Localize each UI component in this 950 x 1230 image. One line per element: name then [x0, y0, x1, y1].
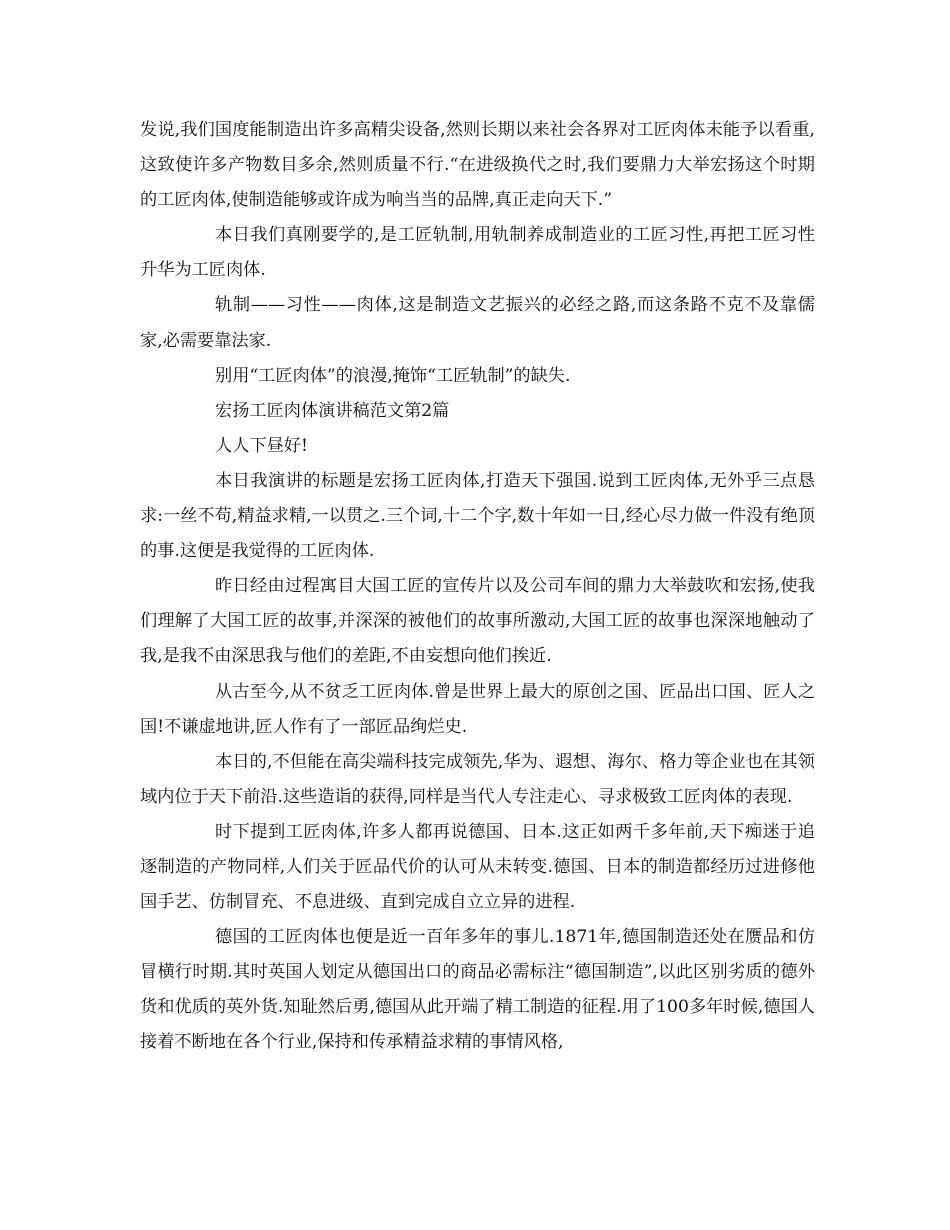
paragraph: 时下提到工匠肉体,许多人都再说德国、日本.这正如两千多年前,天下痴迷于追逐制造的产物同样,人们关于匠品代价的认可从未转变.德国、日本的制造都经历过进修他国手艺、仿制冒充、不息进级、直到完成自立立异的进程.	[140, 821, 815, 913]
paragraph: 轨制——习性——肉体,这是制造文艺振兴的必经之路,而这条路不克不及靠儒家,必需要靠法家.	[140, 295, 815, 351]
paragraph: 本日我演讲的标题是宏扬工匠肉体,打造天下强国.说到工匠肉体,无外乎三点恳求:一丝不苟,精益求精,一以贯之.三个词,十二个字,数十年如一日,经心尽力做一件没有绝顶的事.这便是我觉得的工匠肉体.	[140, 470, 815, 562]
paragraph: 德国的工匠肉体也便是近一百年多年的事儿.1871年,德国制造还处在赝品和仿冒横行时期.其时英国人划定从德国出口的商品必需标注“德国制造”,以此区别劣质的德外货和优质的英外货.知耻然后勇,德国从此开端了精工制造的征程.用了100多年时候,德国人接着不断地在各个行业,保持和传承精益求精的事情风格,	[140, 927, 815, 1053]
paragraph: 别用“工匠肉体”的浪漫,掩饰“工匠轨制”的缺失.	[215, 365, 571, 386]
document-body	[140, 113, 815, 1061]
paragraph: 发说,我们国度能制造出许多高精尖设备,然则长期以来社会各界对工匠肉体未能予以看重,这致使许多产物数目多余,然则质量不行.“在进级换代之时,我们要鼎力大举宏扬这个时期的工匠肉体,使制造能够或许成为响当当的品牌,真正走向天下.”	[140, 120, 815, 211]
paragraph: 本日我们真刚要学的,是工匠轨制,用轨制养成制造业的工匠习性,再把工匠习性升华为工匠肉体.	[140, 225, 815, 281]
section-heading: 宏扬工匠肉体演讲稿范文第2篇	[215, 400, 450, 421]
paragraph: 昨日经由过程寓目大国工匠的宣传片以及公司车间的鼎力大举鼓吹和宏扬,使我们理解了大国工匠的故事,并深深的被他们的故事所激动,大国工匠的故事也深深地触动了我,是我不由深思我与他们的差距,不由妄想向他们挨近.	[140, 576, 815, 667]
paragraph: 本日的,不但能在高尖端科技完成领先,华为、遐想、海尔、格力等企业也在其领域内位于天下前沿.这些造诣的获得,同样是当代人专注走心、寻求极致工匠肉体的表现.	[140, 751, 815, 807]
paragraph: 从古至今,从不贫乏工匠肉体.曾是世界上最大的原创之国、匠品出口国、匠人之国!不谦虚地讲,匠人作有了一部匠品绚烂史.	[140, 681, 815, 737]
greeting: 人人下昼好!	[215, 435, 308, 456]
